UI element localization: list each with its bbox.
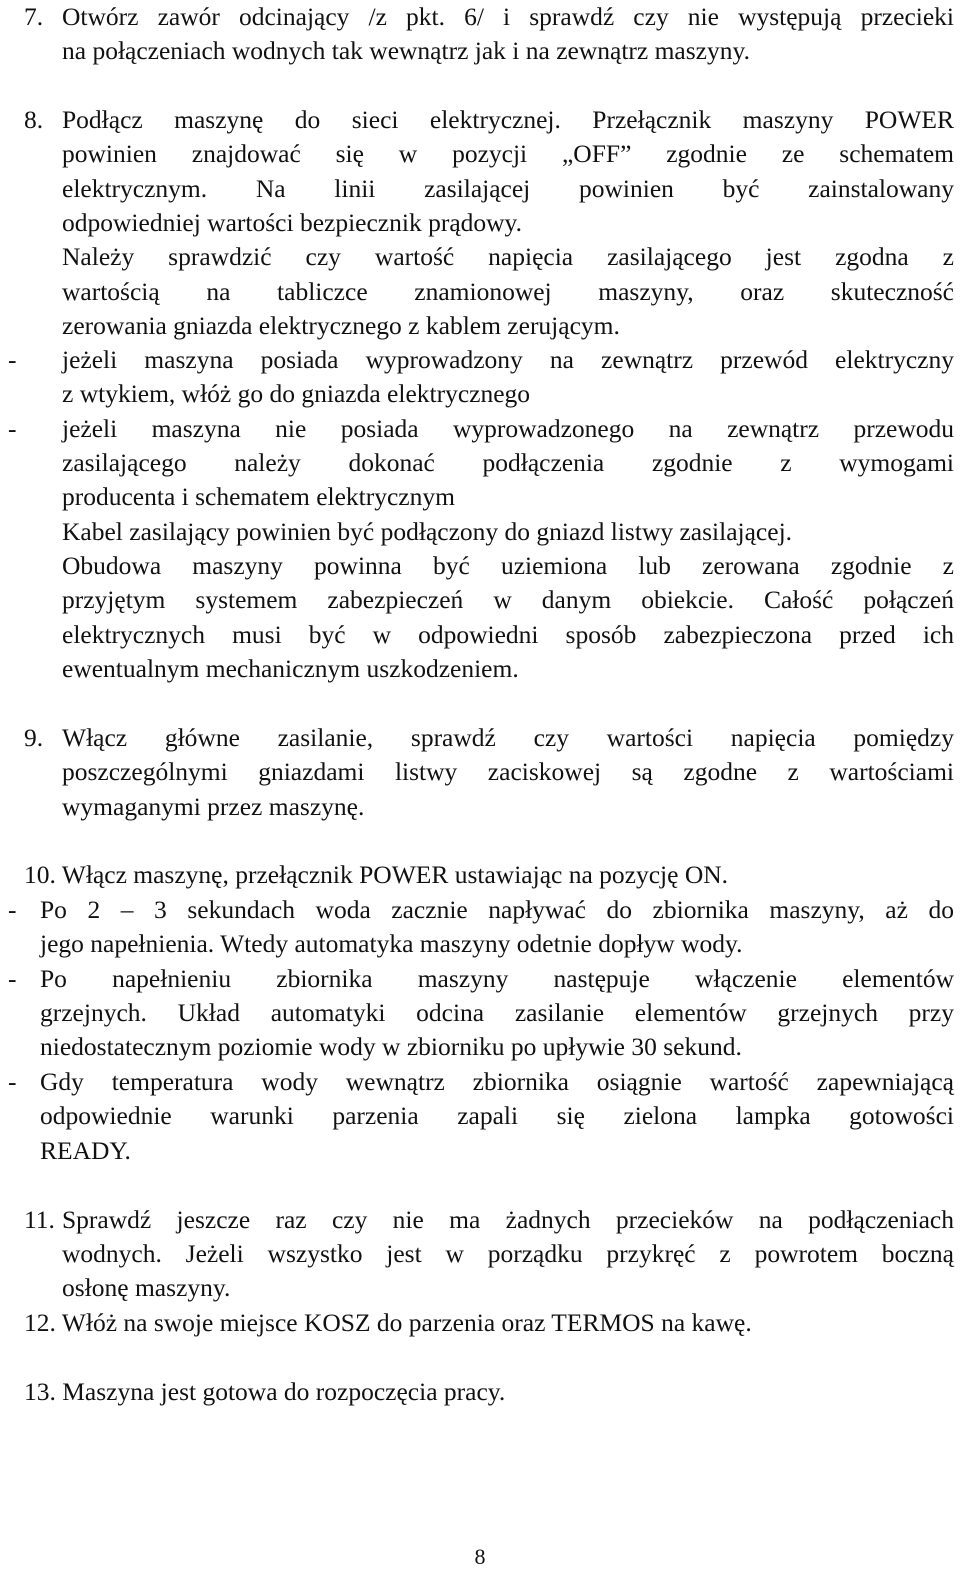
item-11-number: 11. [24, 1205, 55, 1234]
item-7-number: 7. [24, 2, 44, 31]
page-number: 8 [474, 1544, 486, 1569]
item-10-bullet-1-line-1: Po 2 – 3 sekundach woda zacznie napływać do zbiornika maszyny, aż do [40, 895, 954, 924]
item-8-bullet-2-marker: - [8, 414, 17, 443]
item-8-bullet-2-line-1: jeżeli maszyna nie posiada wyprowadzonego na zewnątrz przewodu [62, 414, 954, 443]
item-10-bullet-1-line-2: jego napełnienia. Wtedy automatyka maszyny odetnie dopływ wody. [40, 929, 743, 958]
item-8-number: 8. [24, 105, 44, 134]
item-8-line-5: Należy sprawdzić czy wartość napięcia zasilającego jest zgodna z [62, 242, 954, 271]
item-11-line-1: Sprawdź jeszcze raz czy nie ma żadnych przecieków na podłączeniach [62, 1205, 954, 1234]
item-8-bullet-2-line-2: zasilającego należy dokonać podłączenia zgodnie z wymogami [62, 448, 954, 477]
item-10-bullet-2-marker: - [8, 964, 17, 993]
item-10-bullet-2-line-2: grzejnych. Układ automatyki odcina zasilanie elementów grzejnych przy [40, 998, 954, 1027]
item-8-line-1: Podłącz maszynę do sieci elektrycznej. Przełącznik maszyny POWER [62, 105, 954, 134]
item-8-bullet-1-marker: - [8, 345, 17, 374]
item-10-bullet-2-line-1: Po napełnieniu zbiornika maszyny następuje włączenie elementów [40, 964, 954, 993]
item-11-line-3: osłonę maszyny. [62, 1273, 231, 1302]
item-8-line-7: zerowania gniazda elektrycznego z kablem zerującym. [62, 311, 620, 340]
item-10-bullet-1-marker: - [8, 895, 17, 924]
item-8-line-3: elektrycznym. Na linii zasilającej powinien być zainstalowany [62, 174, 954, 203]
item-9-line-3: wymaganymi przez maszynę. [62, 792, 365, 821]
item-10-heading: 10. Włącz maszynę, przełącznik POWER ustawiając na pozycję ON. [24, 860, 729, 889]
item-8-line-2: powinien znajdować się w pozycji „OFF” zgodnie ze schematem [62, 139, 954, 168]
item-9-number: 9. [24, 723, 44, 752]
item-10-bullet-2-line-3: niedostatecznym poziomie wody w zbiorniku po upływie 30 sekund. [40, 1032, 742, 1061]
item-7-line-2: na połączeniach wodnych tak wewnątrz jak i na zewnątrz maszyny. [62, 36, 750, 65]
item-12-text: 12. Włóż na swoje miejsce KOSZ do parzenia oraz TERMOS na kawę. [24, 1308, 752, 1337]
item-8-after-line-2: Obudowa maszyny powinna być uziemiona lub zerowana zgodnie z [62, 551, 954, 580]
item-10-bullet-3-line-3: READY. [40, 1136, 131, 1165]
item-9-line-2: poszczególnymi gniazdami listwy zaciskowej są zgodne z wartościami [62, 757, 954, 786]
item-7-line-1: Otwórz zawór odcinający /z pkt. 6/ i sprawdź czy nie występują przecieki [62, 2, 954, 31]
item-13-text: 13. Maszyna jest gotowa do rozpoczęcia pracy. [24, 1377, 506, 1406]
item-8-bullet-1-line-1: jeżeli maszyna posiada wyprowadzony na zewnątrz przewód elektryczny [62, 345, 954, 374]
item-9-line-1: Włącz główne zasilanie, sprawdź czy wartości napięcia pomiędzy [62, 723, 954, 752]
item-8-line-4: odpowiedniej wartości bezpiecznik prądowy. [62, 208, 523, 237]
item-10-bullet-3-line-2: odpowiednie warunki parzenia zapali się zielona lampka gotowości [40, 1101, 954, 1130]
item-10-bullet-3-line-1: Gdy temperatura wody wewnątrz zbiornika osiągnie wartość zapewniającą [40, 1067, 954, 1096]
item-8-after-line-4: elektrycznych musi być w odpowiedni sposób zabezpieczona przed ich [62, 620, 954, 649]
item-8-line-6: wartością na tabliczce znamionowej maszyny, oraz skuteczność [62, 277, 954, 306]
item-11-line-2: wodnych. Jeżeli wszystko jest w porządku przykręć z powrotem boczną [62, 1239, 954, 1268]
item-8-after-line-5: ewentualnym mechanicznym uszkodzeniem. [62, 654, 519, 683]
item-8-bullet-1-line-2: z wtykiem, włóż go do gniazda elektrycznego [62, 379, 531, 408]
item-10-bullet-3-marker: - [8, 1067, 17, 1096]
item-8-after-line-3: przyjętym systemem zabezpieczeń w danym obiekcie. Całość połączeń [62, 585, 954, 614]
item-8-after-line-1: Kabel zasilający powinien być podłączony do gniazd listwy zasilającej. [62, 517, 793, 546]
item-8-bullet-2-line-3: producenta i schematem elektrycznym [62, 482, 455, 511]
